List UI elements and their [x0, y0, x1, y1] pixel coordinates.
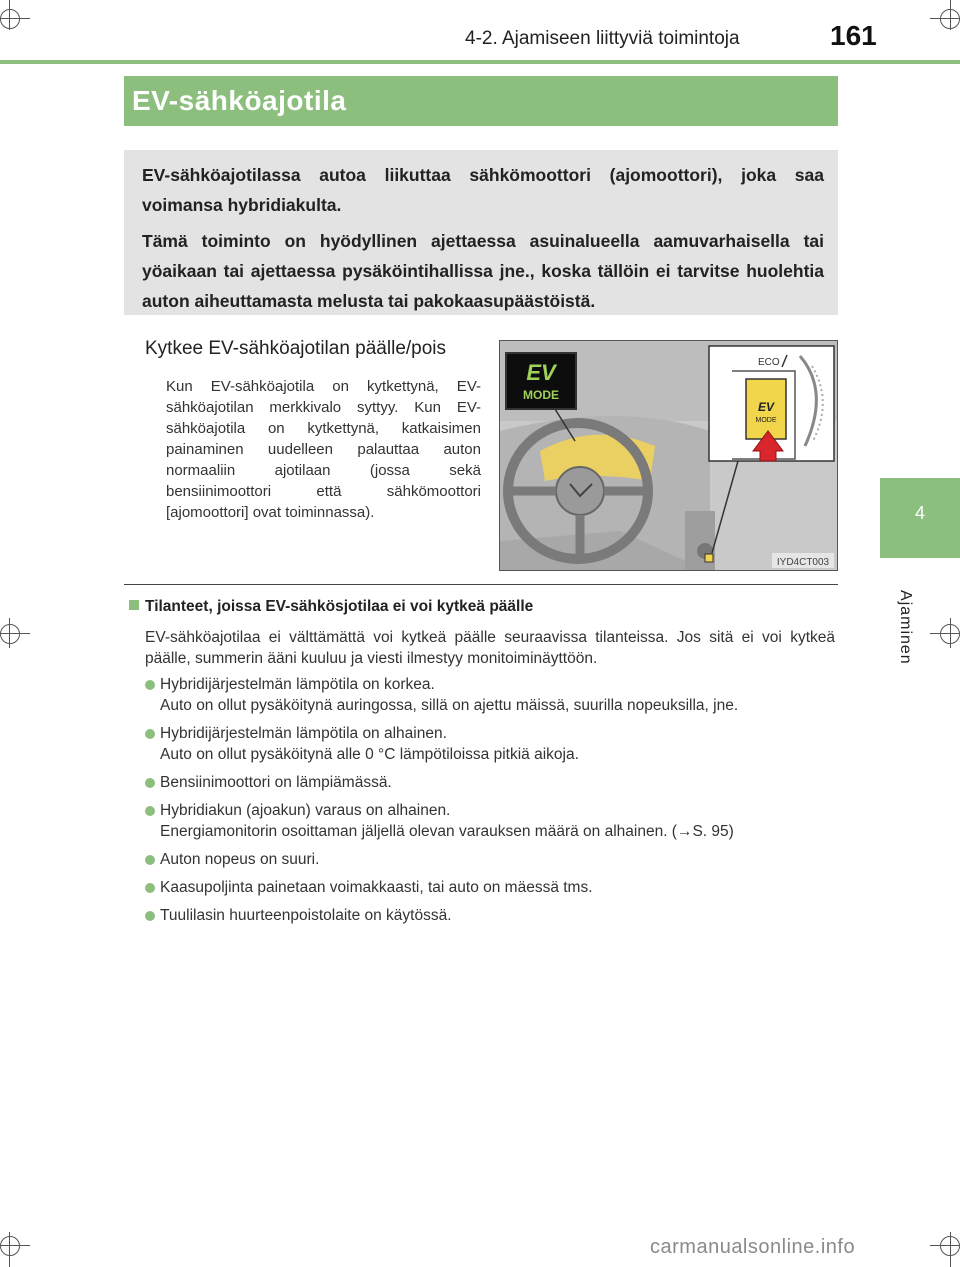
list-item-main: Hybridijärjestelmän lämpötila on alhainen. [160, 725, 447, 742]
section-divider [124, 584, 838, 585]
conditions-intro: EV-sähköajotilaa ei välttämättä voi kytkeä päälle seuraavissa tilanteissa. Jos sitä ei voi kytkeä päälle, summerin ääni kuuluu ja viesti ilmestyy monitoiminäyttöön. [145, 629, 835, 667]
indicator-mode-text: MODE [523, 388, 559, 402]
intro-paragraph-2: Tämä toiminto on hyödyllinen ajettaessa asuinalueella aamuvarhaisella tai yöaikaan tai ajettaessa pysäköintihallissa jne., koska tällöin ei tarvitse huolehtia auton aiheuttamasta melusta tai pakokaasupäästöistä. [142, 231, 824, 311]
list-item [145, 772, 835, 793]
ev-switch-heading: Kytkee EV-sähköajotilan päälle/pois [145, 338, 447, 359]
list-item [145, 674, 835, 716]
list-item [145, 800, 835, 842]
list-item [145, 905, 835, 926]
bullet-dot-icon [145, 883, 155, 893]
bullet-dot-icon [145, 729, 155, 739]
watermark[interactable]: carmanualsonline.info [650, 1236, 856, 1258]
conditions-list [145, 674, 835, 933]
indicator-ev-text: EV [526, 360, 556, 385]
list-item-main: Hybridiakun (ajoakun) varaus on alhainen. [160, 802, 451, 819]
section-header: 4-2. Ajamiseen liittyviä toimintoja [465, 28, 740, 49]
list-item [145, 723, 835, 765]
button-ev-text: EV [757, 400, 775, 414]
page-number: 161 [830, 20, 877, 51]
list-item-main: Hybridijärjestelmän lämpötila on korkea. [160, 676, 435, 693]
bullet-dot-icon [145, 778, 155, 788]
square-bullet-icon [129, 600, 139, 610]
button-mode-text: MODE [755, 417, 777, 424]
conditions-title [129, 598, 533, 616]
header-rule [0, 60, 960, 64]
bullet-dot-icon [145, 680, 155, 690]
ev-switch-description: Kun EV-sähköajotila on kytkettynä, EV-sähköajotilan merkkivalo syttyy. Kun EV-sähköajotila on kytkettynä, katkaisimen painaminen uudelleen palauttaa auton normaaliin ajotilaan (jossa sekä bensiinimoottori että sähkömoottori [ajomoottori] ovat toiminnassa). [166, 378, 481, 521]
list-item-main: Auton nopeus on suuri. [160, 851, 320, 868]
bullet-dot-icon [145, 806, 155, 816]
eco-label: ECO [758, 357, 780, 368]
list-item-main: Bensiinimoottori on lämpiämässä. [160, 774, 392, 791]
chapter-label: Ajaminen [897, 590, 914, 665]
list-item [145, 849, 835, 870]
intro-paragraph-1: EV-sähköajotilassa autoa liikuttaa sähkömoottori (ajomoottori), joka saa voimansa hybridiakulta. [142, 165, 824, 215]
conditions-title-text: Tilanteet, joissa EV-sähkösjotilaa ei voi kytkeä päälle [145, 598, 534, 615]
chapter-tab [880, 478, 960, 558]
list-item-detail: Energiamonitorin osoittaman jäljellä olevan varauksen määrä on alhainen. (→S. 95) [160, 823, 734, 840]
list-item-detail: Auto on ollut pysäköitynä auringossa, sillä on ajettu mäissä, suurilla nopeuksilla, jne. [160, 697, 739, 714]
list-item [145, 877, 835, 898]
chapter-number: 4 [914, 503, 925, 523]
intro-box [124, 150, 838, 315]
list-item-main: Tuulilasin huurteenpoistolaite on käytössä. [160, 907, 452, 924]
figure-code: IYD4CT003 [776, 557, 830, 568]
bullet-dot-icon [145, 855, 155, 865]
list-item-main: Kaasupoljinta painetaan voimakkaasti, tai auto on mäessä tms. [160, 879, 593, 896]
dashboard-drawing [500, 341, 838, 571]
page-title: EV-sähköajotila [124, 76, 838, 126]
bullet-dot-icon [145, 911, 155, 921]
ev-mode-illustration [499, 340, 838, 571]
list-item-detail: Auto on ollut pysäköitynä alle 0 °C lämpötiloissa pitkiä aikoja. [160, 746, 579, 763]
